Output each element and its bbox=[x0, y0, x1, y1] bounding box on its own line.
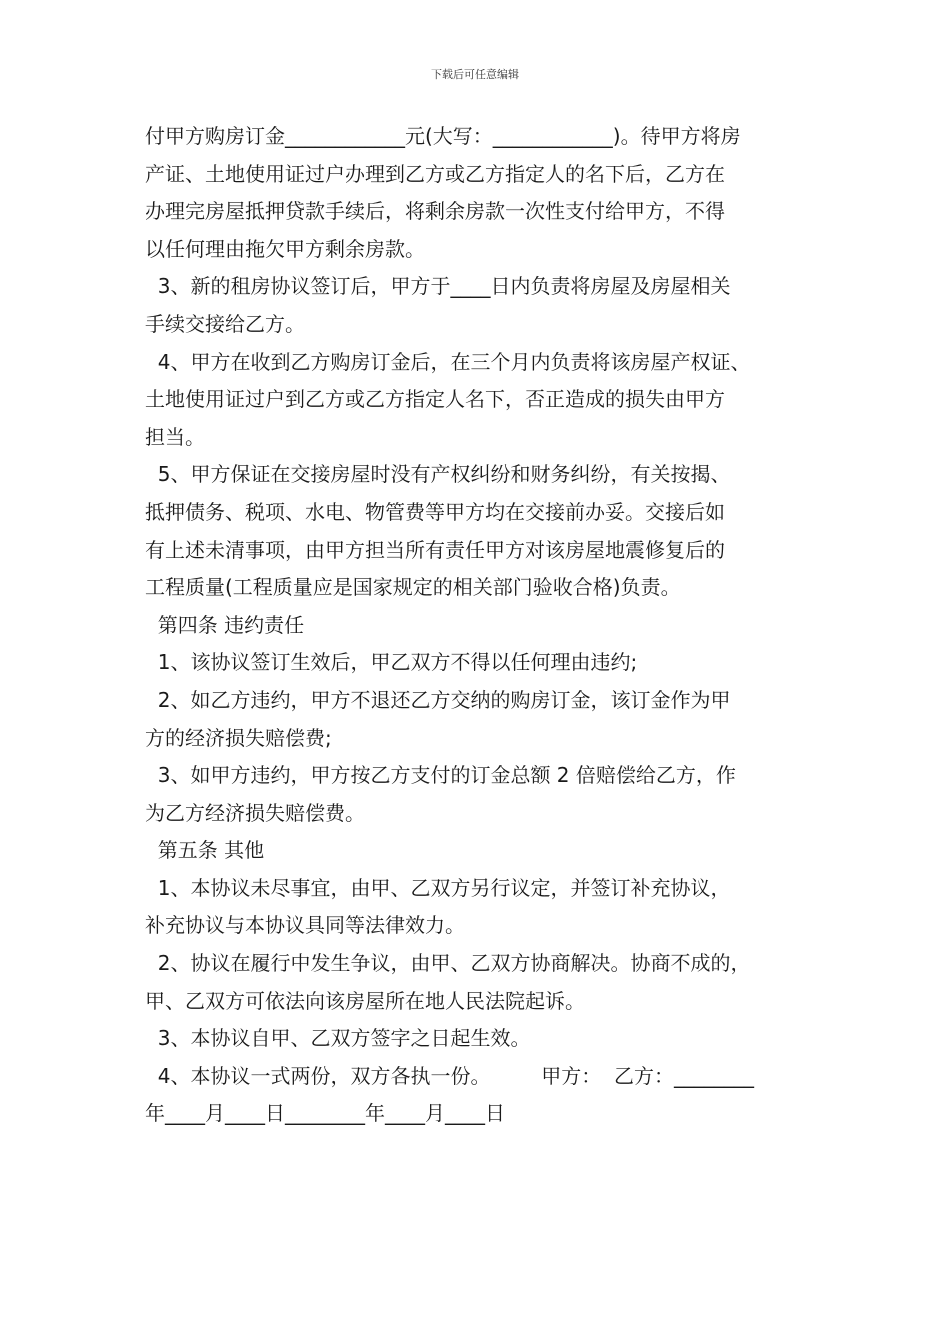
signature-line: 4、本协议一式两份，双方各执一份。 甲方： 乙方：________ bbox=[145, 1063, 755, 1088]
text-line: 手续交接给乙方。 bbox=[145, 311, 305, 336]
text-line: 土地使用证过户到乙方或乙方指定人名下，否正造成的损失由甲方 bbox=[145, 387, 725, 412]
text-line: 2、协议在履行中发生争议，由甲、乙双方协商解决。协商不成的， bbox=[145, 951, 751, 976]
text-line: 1、该协议签订生效后，甲乙双方不得以任何理由违约; bbox=[145, 650, 638, 675]
text-line: 4、甲方在收到乙方购房订金后，在三个月内负责将该房屋产权证、 bbox=[145, 349, 751, 374]
text-line: 2、如乙方违约，甲方不退还乙方交纳的购房订金，该订金作为甲 bbox=[145, 687, 731, 712]
text-line: 办理完房屋抵押贷款手续后，将剩余房款一次性支付给甲方，不得 bbox=[145, 199, 725, 224]
page-header: 下载后可任意编辑 bbox=[431, 68, 519, 81]
text-line: 付甲方购房订金____________元(大写：____________)。待甲方将房 bbox=[145, 124, 741, 148]
text-line: 补充协议与本协议具同等法律效力。 bbox=[145, 913, 465, 938]
date-line: 年____月____日________年____月____日 bbox=[145, 1101, 505, 1126]
text-line: 为乙方经济损失赔偿费。 bbox=[145, 800, 365, 825]
text-line: 产证、土地使用证过户办理到乙方或乙方指定人的名下后，乙方在 bbox=[145, 161, 725, 186]
text-line: 5、甲方保证在交接房屋时没有产权纠纷和财务纠纷，有关按揭、 bbox=[145, 462, 731, 487]
text-line: 担当。 bbox=[145, 424, 205, 449]
text-line: 以任何理由拖欠甲方剩余房款。 bbox=[145, 236, 425, 261]
text-line: 有上述未清事项，由甲方担当所有责任甲方对该房屋地震修复后的 bbox=[145, 537, 725, 562]
text-line: 甲、乙双方可依法向该房屋所在地人民法院起诉。 bbox=[145, 988, 585, 1013]
text-line: 方的经济损失赔偿费; bbox=[145, 725, 332, 750]
text-line: 3、新的租房协议签订后，甲方于____日内负责将房屋及房屋相关 bbox=[145, 274, 731, 299]
text-line: 抵押债务、税项、水电、物管费等甲方均在交接前办妥。交接后如 bbox=[145, 499, 725, 524]
text-line: 工程质量(工程质量应是国家规定的相关部门验收合格)负责。 bbox=[145, 575, 681, 600]
text-line: 3、本协议自甲、乙双方签字之日起生效。 bbox=[145, 1026, 531, 1051]
text-line: 3、如甲方违约，甲方按乙方支付的订金总额 2 倍赔偿给乙方，作 bbox=[145, 763, 736, 788]
section-heading: 第四条 违约责任 bbox=[145, 612, 305, 637]
document-body bbox=[145, 118, 825, 1133]
section-heading: 第五条 其他 bbox=[145, 838, 265, 863]
text-line: 1、本协议未尽事宜，由甲、乙双方另行议定，并签订补充协议， bbox=[145, 875, 731, 900]
